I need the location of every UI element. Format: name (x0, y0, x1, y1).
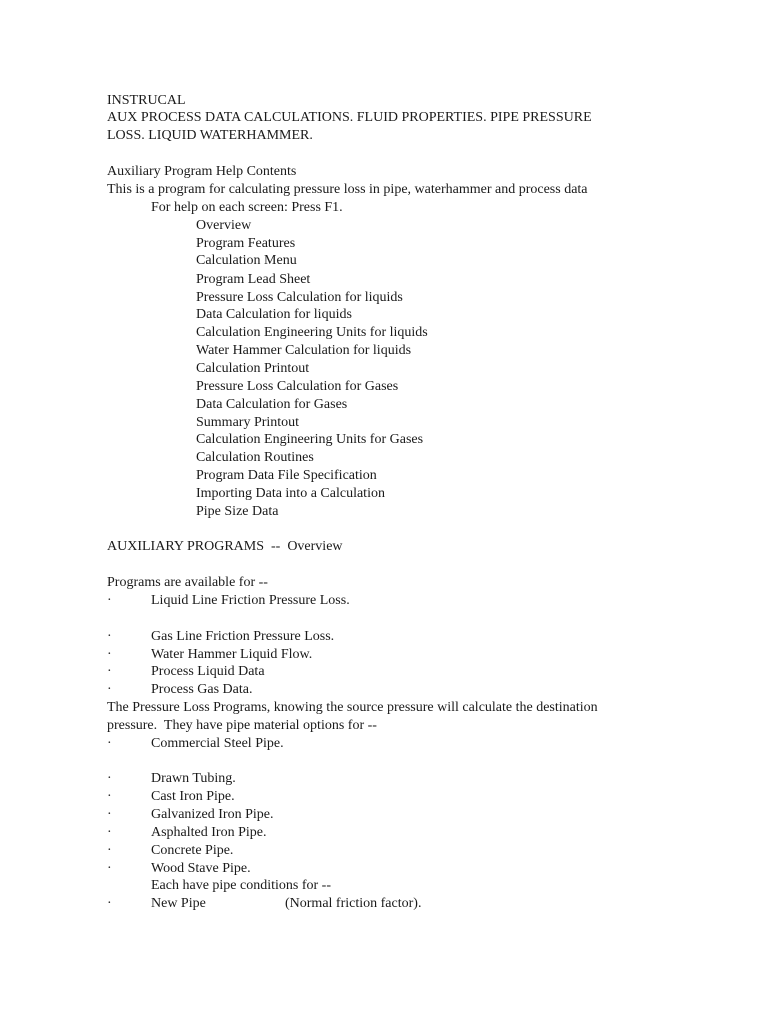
contents-item[interactable]: Program Lead Sheet (196, 272, 311, 287)
contents-item[interactable]: Program Features (196, 236, 296, 251)
doc-title-line-1: AUX PROCESS DATA CALCULATIONS. FLUID PROPERTIES. PIPE PRESSURE (107, 110, 592, 125)
program-item: Liquid Line Friction Pressure Loss. (151, 593, 350, 608)
help-heading: Auxiliary Program Help Contents (107, 164, 297, 179)
contents-item[interactable]: Pressure Loss Calculation for liquids (196, 290, 403, 305)
contents-item[interactable]: Calculation Menu (196, 253, 297, 268)
org-name: INSTRUCAL (107, 93, 186, 108)
bullet: · (107, 896, 112, 911)
bullet: · (107, 843, 112, 858)
contents-item[interactable]: Calculation Routines (196, 450, 314, 465)
bullet: · (107, 825, 112, 840)
material-item: Concrete Pipe. (151, 843, 234, 858)
contents-item[interactable]: Water Hammer Calculation for liquids (196, 343, 412, 358)
pressure-paragraph-line-2: pressure. They have pipe material options for -- (107, 718, 377, 733)
bullet: · (107, 682, 112, 697)
overview-heading: AUXILIARY PROGRAMS -- Overview (107, 539, 343, 554)
condition-name: New Pipe (151, 896, 206, 911)
help-hint: For help on each screen: Press F1. (151, 200, 343, 215)
contents-item[interactable]: Pipe Size Data (196, 504, 279, 519)
intro-text: This is a program for calculating pressure loss in pipe, waterhammer and process data (107, 182, 588, 197)
bullet: · (107, 807, 112, 822)
bullet: · (107, 736, 112, 751)
doc-title-line-2: LOSS. LIQUID WATERHAMMER. (107, 128, 313, 143)
contents-item[interactable]: Calculation Engineering Units for Gases (196, 432, 424, 447)
program-item: Process Gas Data. (151, 682, 253, 697)
contents-item[interactable]: Calculation Engineering Units for liquids (196, 325, 428, 340)
material-item: Galvanized Iron Pipe. (151, 807, 274, 822)
material-item: Drawn Tubing. (151, 771, 236, 786)
program-item: Gas Line Friction Pressure Loss. (151, 629, 335, 644)
material-item: Cast Iron Pipe. (151, 789, 235, 804)
bullet: · (107, 593, 112, 608)
contents-item[interactable]: Overview (196, 218, 252, 233)
contents-item[interactable]: Pressure Loss Calculation for Gases (196, 379, 399, 394)
bullet: · (107, 789, 112, 804)
material-item: Wood Stave Pipe. (151, 861, 251, 876)
bullet: · (107, 664, 112, 679)
programs-intro: Programs are available for -- (107, 575, 268, 590)
conditions-intro: Each have pipe conditions for -- (151, 878, 331, 893)
contents-item[interactable]: Data Calculation for liquids (196, 307, 352, 322)
contents-item[interactable]: Importing Data into a Calculation (196, 486, 385, 501)
material-item: Asphalted Iron Pipe. (151, 825, 267, 840)
contents-item[interactable]: Calculation Printout (196, 361, 310, 376)
bullet: · (107, 629, 112, 644)
bullet: · (107, 647, 112, 662)
material-item: Commercial Steel Pipe. (151, 736, 284, 751)
program-item: Process Liquid Data (151, 664, 265, 679)
contents-item[interactable]: Summary Printout (196, 415, 300, 430)
condition-note: (Normal friction factor). (285, 896, 422, 911)
bullet: · (107, 861, 112, 876)
contents-item[interactable]: Program Data File Specification (196, 468, 377, 483)
pressure-paragraph-line-1: The Pressure Loss Programs, knowing the source pressure will calculate the destination (107, 700, 598, 715)
program-item: Water Hammer Liquid Flow. (151, 647, 313, 662)
bullet: · (107, 771, 112, 786)
contents-item[interactable]: Data Calculation for Gases (196, 397, 348, 412)
